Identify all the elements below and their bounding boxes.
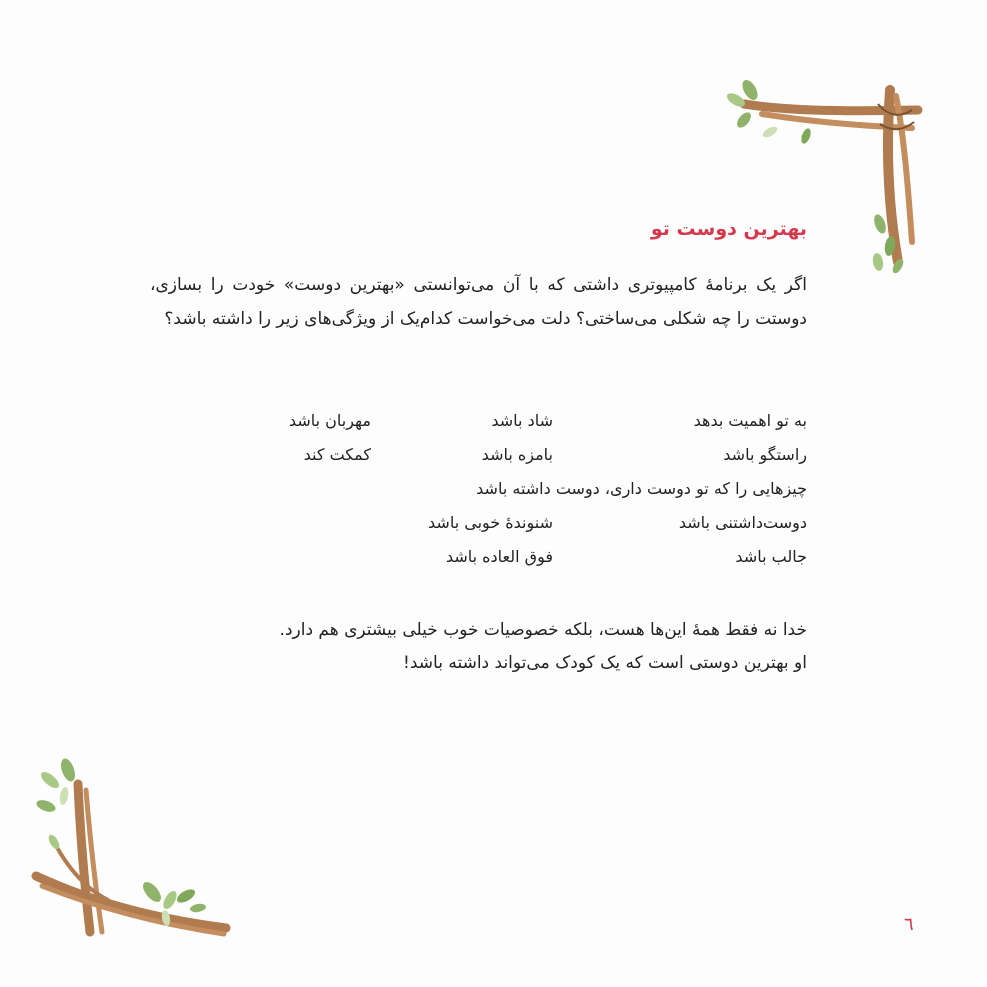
traits-row bbox=[150, 404, 807, 438]
trait-item: مهربان باشد bbox=[288, 411, 371, 430]
trait-item: شاد باشد bbox=[491, 411, 553, 430]
trait-item: شنوندهٔ خوبی باشد bbox=[428, 513, 553, 532]
closing-line: او بهترین دوستی است که یک کودک می‌تواند داشته باشد! bbox=[403, 653, 807, 673]
trait-item: چیزهایی را که تو دوست داری، دوست داشته باشد bbox=[476, 479, 807, 498]
page-title: بهترین دوست تو bbox=[650, 218, 807, 240]
trait-item: راستگو باشد bbox=[723, 445, 807, 464]
trait-item: به تو اهمیت بدهد bbox=[693, 411, 807, 430]
trait-item: جالب باشد bbox=[735, 547, 807, 566]
closing-paragraph bbox=[150, 614, 807, 680]
traits-row bbox=[150, 540, 807, 574]
trait-item: کمکت کند bbox=[303, 445, 371, 464]
trait-item: فوق العاده باشد bbox=[445, 547, 553, 566]
intro-paragraph: اگر یک برنامهٔ کامپیوتری داشتی که با آن می‌توانستی «بهترین دوست» خودت را بسازی، دوستت را چه شکلی می‌ساختی؟ دلت می‌خواست کدام‌یک از ویژگی‌های زیر را داشته باشد؟ bbox=[150, 275, 807, 329]
page-number: ٦ bbox=[904, 914, 914, 935]
traits-row bbox=[150, 438, 807, 472]
trait-item: دوست‌داشتنی باشد bbox=[678, 513, 807, 532]
traits-row bbox=[150, 472, 807, 506]
branch-top-right-illustration bbox=[722, 66, 934, 282]
branch-bottom-left-illustration bbox=[28, 750, 234, 940]
traits-list bbox=[150, 404, 807, 574]
closing-line: خدا نه فقط همهٔ این‌ها هست، بلکه خصوصیات خوب خیلی بیشتری هم دارد. bbox=[279, 620, 807, 640]
trait-item: بامزه باشد bbox=[481, 445, 553, 464]
traits-row bbox=[150, 506, 807, 540]
